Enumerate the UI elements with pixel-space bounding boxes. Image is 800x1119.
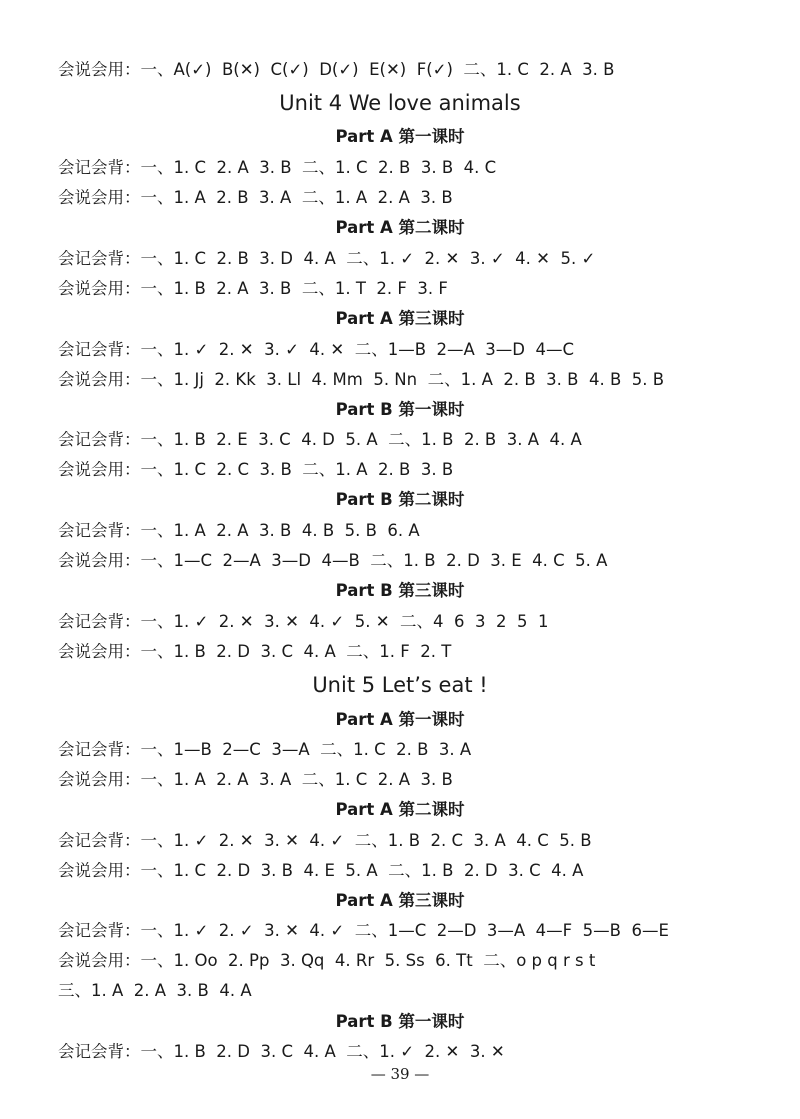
answer-line: 会说会用：一、1. B 2. D 3. C 4. A 二、1. F 2. T	[58, 642, 452, 661]
answer-line: 会记会背：一、1. B 2. E 3. C 4. D 5. A 二、1. B 2. B 3. A 4. A	[58, 430, 582, 449]
answer-line: 会说会用：一、1. Oo 2. Pp 3. Qq 4. Rr 5. Ss 6. Tt 二、o p q r s t	[58, 951, 596, 970]
section-heading: Part A 第二课时	[335, 218, 465, 237]
page-number: — 39 —	[370, 1065, 430, 1083]
section-heading: Part A 第三课时	[335, 309, 465, 328]
section-heading: Part B 第二课时	[335, 490, 465, 509]
answer-line: 会记会背：一、1. ✓ 2. ✓ 3. ✕ 4. ✓ 二、1—C 2—D 3—A 4—F 5—B 6—E	[58, 921, 669, 940]
answer-line: 会说会用：一、1. C 2. C 3. B 二、1. A 2. B 3. B	[58, 460, 454, 479]
answer-line: 会记会背：一、1. C 2. A 3. B 二、1. C 2. B 3. B 4. C	[58, 158, 497, 177]
answer-line: 三、1. A 2. A 3. B 4. A	[58, 981, 252, 1000]
unit-5-title: Unit 5 Let’s eat !	[312, 673, 488, 697]
answer-line: 会记会背：一、1—B 2—C 3—A 二、1. C 2. B 3. A	[58, 740, 472, 759]
section-heading: Part B 第一课时	[335, 1012, 465, 1031]
answer-line: 会记会背：一、1. ✓ 2. ✕ 3. ✓ 4. ✕ 二、1—B 2—A 3—D 4—C	[58, 340, 575, 359]
answer-line: 会说会用：一、1—C 2—A 3—D 4—B 二、1. B 2. D 3. E 4. C 5. A	[58, 551, 608, 570]
answer-line: 会说会用：一、1. Jj 2. Kk 3. Ll 4. Mm 5. Nn 二、1. A 2. B 3. B 4. B 5. B	[58, 370, 665, 389]
answer-line: 会说会用：一、1. B 2. A 3. B 二、1. T 2. F 3. F	[58, 279, 448, 298]
unit-4-title: Unit 4 We love animals	[279, 91, 521, 115]
section-heading: Part A 第一课时	[335, 710, 465, 729]
answer-line: 会记会背：一、1. ✓ 2. ✕ 3. ✕ 4. ✓ 5. ✕ 二、4 6 3 2 5 1	[58, 612, 549, 631]
section-heading: Part A 第一课时	[335, 127, 465, 146]
section-heading: Part B 第三课时	[335, 581, 465, 600]
section-heading: Part A 第三课时	[335, 891, 465, 910]
section-heading: Part A 第二课时	[335, 800, 465, 819]
section-heading: Part B 第一课时	[335, 400, 465, 419]
answer-line: 会记会背：一、1. B 2. D 3. C 4. A 二、1. ✓ 2. ✕ 3. ✕	[58, 1042, 505, 1061]
answer-line: 会记会背：一、1. A 2. A 3. B 4. B 5. B 6. A	[58, 521, 420, 540]
answer-line: 会说会用：一、A(✓) B(✕) C(✓) D(✓) E(✕) F(✓) 二、1. C 2. A 3. B	[58, 60, 615, 79]
answer-line: 会说会用：一、1. C 2. D 3. B 4. E 5. A 二、1. B 2. D 3. C 4. A	[58, 861, 584, 880]
answer-line: 会记会背：一、1. ✓ 2. ✕ 3. ✕ 4. ✓ 二、1. B 2. C 3. A 4. C 5. B	[58, 831, 592, 850]
answer-line: 会说会用：一、1. A 2. B 3. A 二、1. A 2. A 3. B	[58, 188, 453, 207]
answer-line: 会记会背：一、1. C 2. B 3. D 4. A 二、1. ✓ 2. ✕ 3. ✓ 4. ✕ 5. ✓	[58, 249, 596, 268]
answer-line: 会说会用：一、1. A 2. A 3. A 二、1. C 2. A 3. B	[58, 770, 453, 789]
